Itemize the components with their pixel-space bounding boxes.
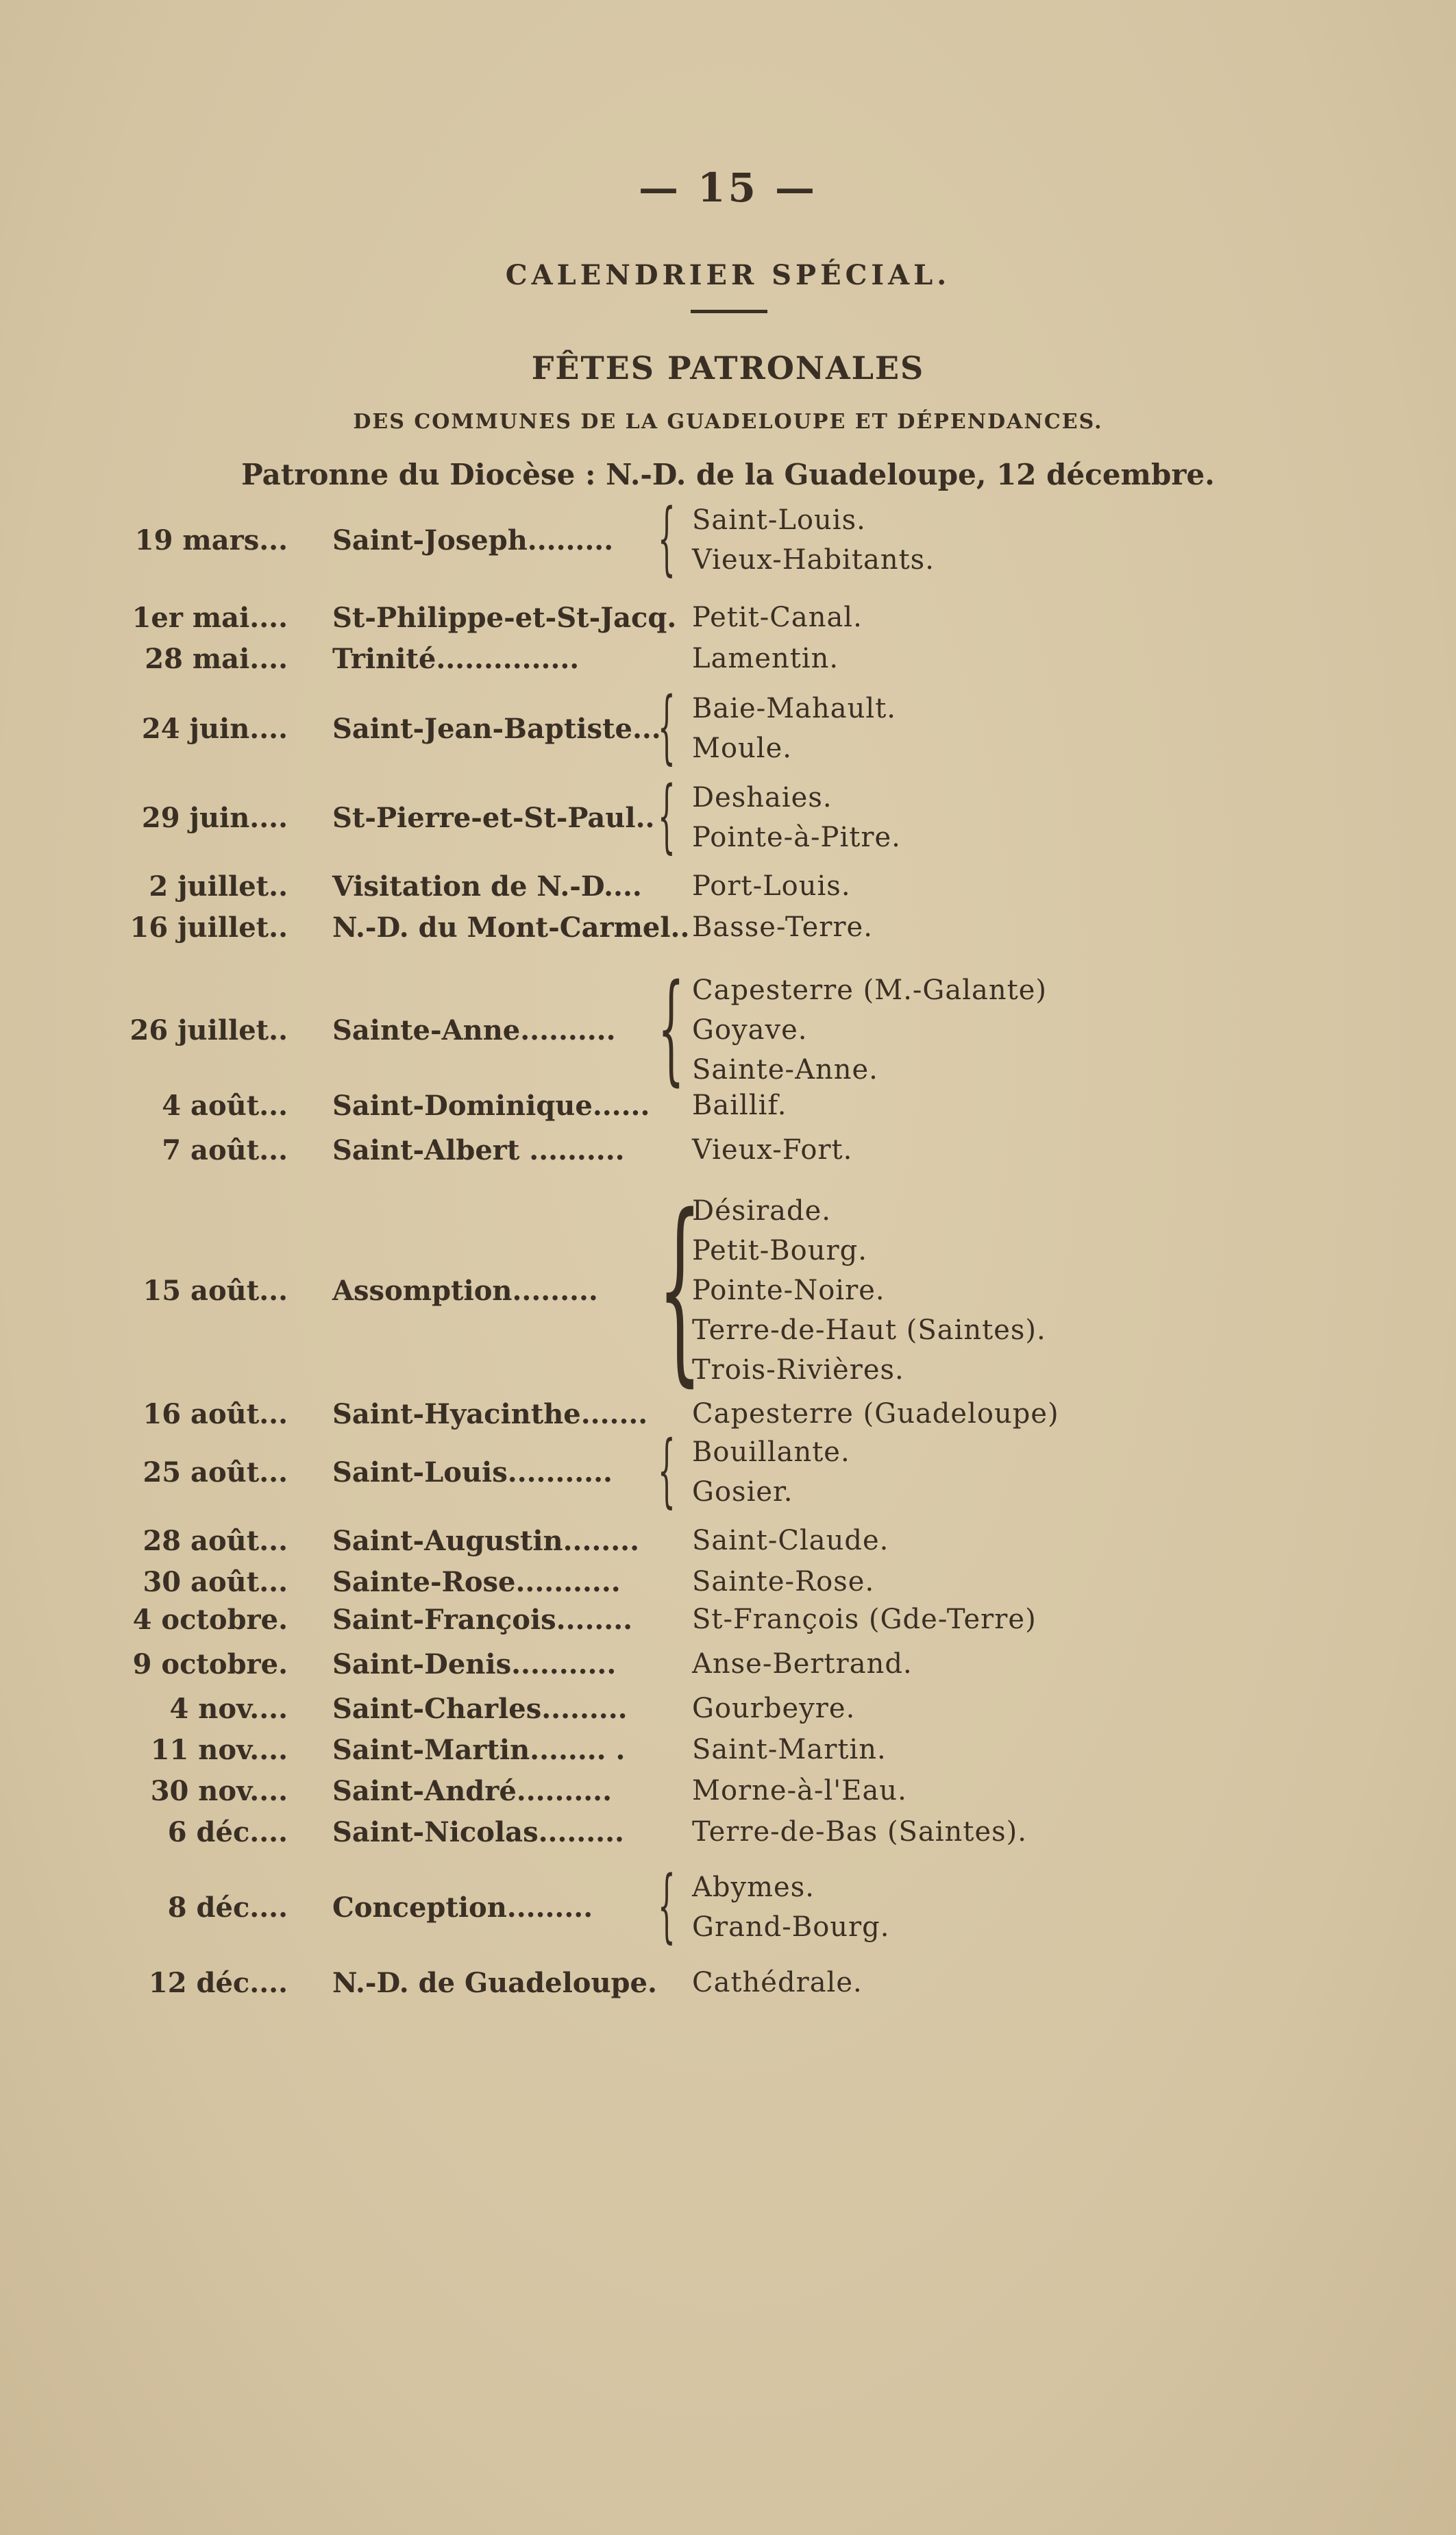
feast-saint: Saint-André.......... [332,1775,613,1807]
feast-saint: Saint-Dominique...... [332,1090,650,1122]
commune-name: Saint-Louis. [692,504,866,536]
feast-date: 12 déc.... [148,1967,288,1999]
commune-name: Gosier. [692,1476,793,1508]
commune-name: Saint-Claude. [692,1525,889,1556]
feast-saint: Saint-François........ [332,1604,633,1636]
commune-name: Gourbeyre. [692,1693,856,1724]
feast-date: 19 mars... [134,524,288,556]
patronne-line: Patronne du Diocèse : N.-D. de la Guadeloupe, 12 décembre. [241,458,1215,491]
feast-date: 8 déc.... [167,1891,288,1924]
feast-date: 1er mai.... [132,602,288,634]
feast-date: 9 octobre. [132,1648,288,1680]
feast-saint: Saint-Albert .......... [332,1134,625,1166]
feast-date: 28 mai.... [145,643,288,675]
brace-glyph: { [658,1424,676,1517]
feast-date: 11 nov.... [150,1734,288,1766]
feast-date: 7 août... [162,1134,288,1166]
commune-name: Goyave. [692,1014,808,1046]
commune-name: Anse-Bertrand. [692,1648,913,1680]
commune-name: Morne-à-l'Eau. [692,1775,907,1807]
feast-date: 6 déc.... [167,1816,288,1848]
commune-name: Petit-Bourg. [692,1235,867,1266]
commune-name: Pointe-Noire. [692,1275,885,1306]
title-rule [691,310,767,313]
section-subtitle: DES COMMUNES DE LA GUADELOUPE ET DÉPENDANCES. [353,410,1103,434]
feast-saint: N.-D. du Mont-Carmel.. [332,911,690,944]
feast-saint: Saint-Denis........... [332,1648,617,1680]
feast-date: 25 août... [143,1456,288,1489]
commune-name: Abymes. [692,1872,815,1903]
brace-glyph: { [658,959,684,1098]
feast-saint: Saint-Joseph......... [332,524,614,556]
commune-name: Bouillante. [692,1436,850,1468]
feast-date: 4 nov.... [169,1693,288,1725]
feast-date: 28 août... [143,1525,288,1557]
commune-name: Saint-Martin. [692,1734,887,1765]
commune-name: Baillif. [692,1090,787,1121]
brace-glyph: { [658,492,676,585]
commune-name: Vieux-Fort. [692,1134,853,1166]
feast-date: 16 août... [143,1398,288,1430]
commune-name: Capesterre (M.-Galante) [692,975,1047,1006]
feast-saint: Visitation de N.-D.... [332,870,642,903]
feast-date: 2 juillet.. [149,870,288,903]
feast-saint: Saint-Martin........ . [332,1734,626,1766]
page-number: — 15 — [638,164,818,211]
commune-name: Pointe-à-Pitre. [692,822,901,853]
brace-glyph: { [658,1859,676,1952]
feast-date: 29 juin.... [141,802,288,834]
calendar-title: CALENDRIER SPÉCIAL. [505,259,951,291]
feast-saint: Saint-Jean-Baptiste... [332,713,661,745]
brace-glyph: { [658,1173,702,1404]
feast-date: 15 août... [143,1275,288,1307]
feast-saint: Conception......... [332,1891,593,1924]
feast-saint: St-Philippe-et-St-Jacq. [332,602,677,634]
commune-name: St-François (Gde-Terre) [692,1604,1037,1635]
section-title: FÊTES PATRONALES [531,350,925,387]
feast-saint: Saint-Augustin........ [332,1525,640,1557]
commune-name: Vieux-Habitants. [692,544,935,576]
commune-name: Port-Louis. [692,870,851,902]
commune-name: Trois-Rivières. [692,1354,904,1386]
feast-saint: Sainte-Rose........... [332,1566,621,1598]
feast-saint: N.-D. de Guadeloupe. [332,1967,657,1999]
feast-saint: Saint-Louis........... [332,1456,613,1489]
brace-glyph: { [658,770,676,862]
feast-saint: Saint-Nicolas......... [332,1816,624,1848]
commune-name: Terre-de-Haut (Saintes). [692,1314,1046,1346]
feast-date: 26 juillet.. [129,1014,288,1046]
feast-saint: Assomption......... [332,1275,598,1307]
commune-name: Terre-de-Bas (Saintes). [692,1816,1027,1848]
feast-date: 24 juin.... [141,713,288,745]
feast-date: 4 août... [162,1090,288,1122]
feast-date: 30 août... [143,1566,288,1598]
commune-name: Petit-Canal. [692,602,863,633]
commune-name: Deshaies. [692,782,832,813]
commune-name: Grand-Bourg. [692,1911,890,1943]
commune-name: Désirade. [692,1195,832,1227]
commune-name: Moule. [692,733,792,764]
commune-name: Cathédrale. [692,1967,863,1998]
feast-saint: Saint-Hyacinthe....... [332,1398,648,1430]
commune-name: Lamentin. [692,643,839,674]
commune-name: Basse-Terre. [692,911,873,943]
feast-saint: Saint-Charles......... [332,1693,628,1725]
feast-saint: Sainte-Anne.......... [332,1014,616,1046]
feast-date: 30 nov.... [150,1775,288,1807]
feast-date: 16 juillet.. [129,911,288,944]
commune-name: Baie-Mahault. [692,693,896,724]
commune-name: Sainte-Anne. [692,1054,878,1086]
commune-name: Capesterre (Guadeloupe) [692,1398,1059,1430]
commune-name: Sainte-Rose. [692,1566,875,1597]
feast-saint: St-Pierre-et-St-Paul.. [332,802,655,834]
feast-saint: Trinité............... [332,643,580,675]
brace-glyph: { [658,681,676,773]
feast-date: 4 octobre. [132,1604,288,1636]
